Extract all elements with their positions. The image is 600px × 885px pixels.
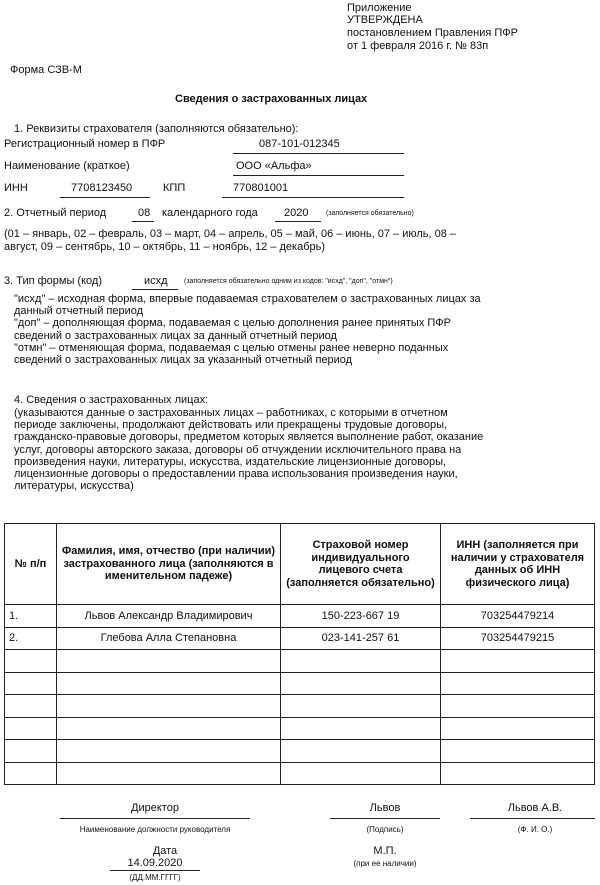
form-type-value: исхд [144,275,168,287]
section4-line: лицензионные договоры о предоставлении права использования произведения науки, [14,468,458,481]
year-label: календарного года [162,207,258,219]
table-row [5,695,595,718]
section4-line: периоде заключены, продолжают действовать или прекращены трудовые договоры, [14,419,448,432]
period-label: 2. Отчетный период [4,207,107,219]
row-inn: 703254479214 [441,605,595,628]
form-type-underline [132,289,178,290]
row-snils [281,740,441,763]
section4-heading: 4. Сведения о застрахованных лицах: [14,394,209,406]
col-header-fullname: Фамилия, имя, отчество (при наличии) застрахованного лица (заполняются в именительном падеже) [57,524,281,605]
form-type-description [14,293,594,366]
form-type-line: сведений о застрахованных лицах за данный отчетный период [14,329,337,342]
row-fullname [57,717,281,740]
document-title: Сведения о застрахованных лицах [175,93,368,105]
form-type-line: "исхд" – исходная форма, впервые подаваемая страхователем о застрахованных лицах за [14,293,481,305]
row-inn [441,717,595,740]
section1-heading: 1. Реквизиты страхователя (заполняются обязательно): [14,123,299,135]
section4-line: гражданско-правовые договоры, предметом которых является выполнение работ, оказание [14,431,484,444]
signer-position-underline [60,818,250,819]
inn-label: ИНН [4,182,28,194]
org-name-label: Наименование (краткое) [4,160,130,172]
signer-fio-caption: (Ф. И. О.) [517,825,553,834]
row-snils [281,695,441,718]
inn-value: 7708123450 [71,182,133,194]
date-value: 14.09.2020 [127,857,183,869]
reg-number-label: Регистрационный номер в ПФР [4,138,166,150]
date-label: Дата [152,845,178,857]
insured-persons-table [4,523,595,785]
row-number [5,717,57,740]
table-row [5,650,595,673]
row-snils [281,717,441,740]
row-fullname [57,762,281,785]
org-name-underline [233,175,404,176]
section4-description [14,407,594,492]
section4-line: (указываются данные о застрахованных лицах – работниках, с которыми в отчетном [14,407,448,419]
approval-line-3: постановлением Правления ПФР [347,27,518,39]
section4-line: литературы, искусства) [14,480,134,493]
signer-signature: Львов [369,802,401,814]
approval-line-1: Приложение [347,2,412,14]
form-type-line: "доп" – дополняющая форма, подаваемая с целью дополнения ранее принятых ПФР [14,317,451,330]
kpp-underline [222,197,404,198]
reg-number-underline [233,153,404,154]
kpp-label: КПП [163,182,186,194]
date-caption: (ДД.ММ.ГГГГ) [129,873,181,882]
period-codes-line-1: (01 – январь, 02 – февраль, 03 – март, 04 – апрель, 05 – май, 06 – июнь, 07 – июль, 08 – [4,228,457,240]
table-row [5,717,595,740]
table-row [5,605,595,628]
period-codes-line-2: август, 09 – сентябрь, 10 – октябрь, 11 – ноябрь, 12 – декабрь) [4,241,326,253]
year-value: 2020 [284,207,309,219]
col-header-number: № п/п [5,524,57,605]
approval-line-4: от 1 февраля 2016 г. № 83п [347,40,489,52]
row-inn [441,672,595,695]
row-snils [281,672,441,695]
table-row [5,740,595,763]
row-inn: 703254479215 [441,627,595,650]
row-fullname [57,740,281,763]
row-inn [441,740,595,763]
period-underline [132,221,154,222]
table-header-row [5,524,595,605]
row-snils [281,650,441,673]
col-header-snils: Страховой номер индивидуального лицевого счета (заполняется обязательно) [281,524,441,605]
date-underline [110,870,200,871]
row-snils: 150-223-667 19 [281,605,441,628]
signer-fio-underline [470,818,595,819]
form-type-note: (заполняется обязательно одним из кодов: "исхд", "доп", "отмн") [184,278,393,285]
table-row [5,672,595,695]
row-fullname [57,695,281,718]
row-number [5,695,57,718]
form-type-label: 3. Тип формы (код) [4,275,102,287]
form-type-line: сведений о застрахованных лицах за указанный отчетный период [14,354,353,367]
org-name-value: ООО «Альфа» [236,160,312,172]
col-header-inn: ИНН (заполняется при наличии у страхователя данных об ИНН физического лица) [441,524,595,605]
stamp-label: М.П. [373,845,397,857]
row-snils: 023-141-257 61 [281,627,441,650]
signer-position-caption: Наименование должности руководителя [79,825,231,834]
row-number [5,672,57,695]
table-row [5,627,595,650]
section4-line: произведения науки, литературы, искусства, издательские лицензионные договоры, [14,455,447,468]
row-snils [281,762,441,785]
form-type-line: "отмн" – отменяющая форма, подаваемая с целью отмены ранее неверно поданных [14,341,449,354]
kpp-value: 770801001 [233,182,289,194]
row-number [5,740,57,763]
row-number: 1. [5,605,57,628]
row-fullname: Глебова Алла Степановна [57,627,281,650]
stamp-caption: (при ее наличии) [353,859,417,868]
row-fullname: Львов Александр Владимирович [57,605,281,628]
row-inn [441,695,595,718]
form-name: Форма СЗВ-М [10,64,82,76]
signer-fio: Львов А.В. [507,802,563,814]
table-row [5,762,595,785]
approval-line-2: УТВЕРЖДЕНА [347,14,423,26]
row-fullname [57,650,281,673]
form-type-line: данный отчетный период [14,305,144,318]
period-note: (заполняется обязательно) [326,210,414,217]
row-fullname [57,672,281,695]
row-number: 2. [5,627,57,650]
signer-signature-underline [330,818,440,819]
row-inn [441,762,595,785]
year-underline [275,221,321,222]
row-number [5,650,57,673]
signer-position: Директор [131,802,179,814]
reg-number-value: 087-101-012345 [259,138,340,150]
period-value: 08 [138,207,151,219]
row-inn [441,650,595,673]
signer-signature-caption: (Подпись) [366,825,404,834]
section4-line: услуг, договоры авторского заказа, договоры об отчуждении исключительного права на [14,443,462,456]
row-number [5,762,57,785]
inn-underline [60,197,150,198]
